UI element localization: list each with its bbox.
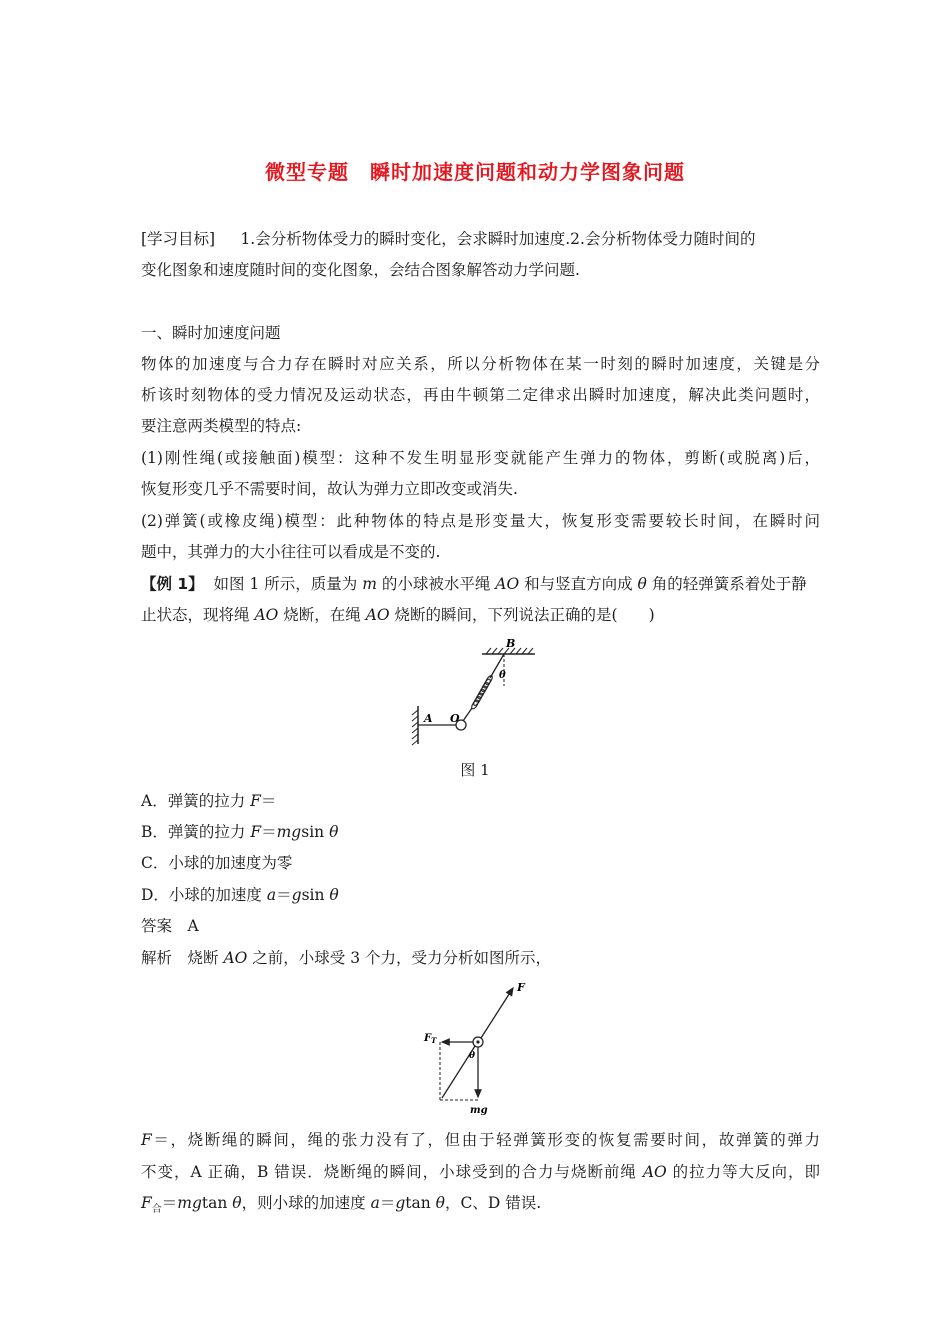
text: sin [301, 886, 330, 904]
figure-1-spring-diagram [400, 634, 550, 754]
option-b [141, 822, 338, 842]
paragraph-line: 题中，其弹力的大小往往可以看成是不变的. [141, 543, 441, 561]
var-mg: mg [177, 1194, 202, 1212]
figure-2-force-diagram [415, 978, 545, 1118]
analysis-label: 解析 [141, 949, 173, 967]
figure-1-caption: 图 1 [460, 761, 490, 779]
text: 和与竖直方向成 [519, 575, 638, 593]
label-b: B [506, 637, 516, 650]
text: 角的轻弹簧系着处于静 [646, 575, 807, 593]
option-a [141, 791, 276, 811]
label-o: O [450, 712, 460, 725]
text: ＝ [261, 823, 277, 841]
text: D．小球的加速度 [141, 886, 267, 904]
example-question-line-2 [141, 605, 655, 625]
label-f: F [517, 981, 525, 994]
ball-center [476, 1040, 479, 1043]
text: 之前，小球受 3 个力，受力分析如图所示， [247, 949, 552, 967]
var-theta: θ [435, 1194, 446, 1212]
var-ao: AO [254, 606, 279, 624]
paragraph-line: 恢复形变几乎不需要时间，故认为弹力立即改变或消失. [141, 480, 518, 498]
text: 止状态，现将绳 [141, 606, 255, 624]
option-c: C．小球的加速度为零 [141, 854, 293, 872]
text: tan [201, 1194, 233, 1212]
section-heading: 一、瞬时加速度问题 [141, 324, 281, 342]
learning-goals-line-1: [学习目标] 1.会分析物体受力的瞬时变化，会求瞬时加速度.2.会分析物体受力随时间的 [141, 230, 756, 248]
label-theta: θ [499, 670, 506, 681]
text: ＝ [379, 1194, 396, 1212]
var-f: F [141, 1194, 152, 1212]
text: 烧断，在绳 [278, 606, 366, 624]
example-tag: 【例 1】 [141, 575, 204, 593]
var-ao: AO [365, 606, 390, 624]
var-g: g [395, 1194, 406, 1212]
answer-line [141, 916, 199, 936]
answer-label: 答案 [141, 917, 173, 935]
text: ，则小球的加速度 [241, 1194, 371, 1212]
option-d [141, 885, 339, 905]
spring-coils [470, 675, 493, 710]
explanation-line-3 [141, 1193, 541, 1220]
var-theta: θ [637, 575, 647, 593]
label-ft-sub: T [431, 1036, 437, 1045]
text: tan [405, 1194, 436, 1212]
text: 的小球被水平绳 [376, 575, 496, 593]
var-f: F [141, 1131, 152, 1149]
paragraph-line: 析该时刻物体的受力情况及运动状态，再由牛顿第二定律求出瞬时加速度，解决此类问题时， [141, 386, 820, 404]
learning-goals-line-2: 变化图象和速度随时间的变化图象，会结合图象解答动力学问题. [141, 261, 580, 279]
var-a: a [266, 886, 277, 904]
example-question-line-1 [141, 574, 807, 594]
explanation-line-1 [141, 1130, 820, 1150]
wall-hatch [412, 710, 418, 745]
text: sin [301, 823, 330, 841]
text: 不变，A 正确，B 错误．烧断绳的瞬间，小球受到的合力与烧断前绳 [141, 1163, 643, 1181]
var-ao: AO [223, 949, 248, 967]
label-a: A [424, 712, 433, 725]
var-ao: AO [642, 1163, 667, 1181]
var-theta: θ [232, 1194, 242, 1212]
text: B．弹簧的拉力 [141, 823, 251, 841]
text: 如图 1 所示，质量为 [203, 575, 363, 593]
label-ft [423, 1033, 437, 1045]
paragraph-line: 物体的加速度与合力存在瞬时对应关系，所以分析物体在某一时刻的瞬时加速度，关键是分 [141, 355, 820, 373]
text: 烧断 [187, 949, 224, 967]
text: 烧断的瞬间，下列说法正确的是( ) [389, 606, 655, 624]
page-title: 微型专题 瞬时加速度问题和动力学图象问题 [265, 160, 685, 184]
explanation-line-2 [141, 1162, 820, 1182]
paragraph-line: (1)刚性绳(或接触面)模型：这种不发生明显形变就能产生弹力的物体，剪断(或脱离)后， [141, 449, 820, 467]
paragraph-line: (2)弹簧(或橡皮绳)模型：此种物体的特点是形变量大，恢复形变需要较长时间，在瞬时问 [141, 512, 820, 530]
text: ，C、D 错误. [445, 1194, 542, 1212]
var-theta: θ [329, 886, 339, 904]
text: 的拉力等大反向，即 [666, 1163, 820, 1181]
var-a: a [370, 1194, 380, 1212]
var-m: m [362, 575, 377, 593]
label-mg: mg [470, 1105, 488, 1116]
text: A．弹簧的拉力 [141, 792, 251, 810]
subscript-he: 合 [151, 1204, 162, 1216]
label-ft-main: F [424, 1033, 432, 1044]
spring-force-arrow [481, 988, 513, 1038]
text: ＝，烧断绳的瞬间，绳的张力没有了，但由于轻弹簧形变的恢复需要时间，故弹簧的弹力 [151, 1131, 820, 1149]
spring-bottom [463, 708, 472, 721]
answer-value: A [187, 917, 199, 935]
var-g: g [291, 886, 302, 904]
paragraph-line: 要注意两类模型的特点: [141, 417, 302, 435]
analysis-line-1 [141, 948, 551, 968]
var-f: F [250, 823, 262, 841]
var-mg: mg [276, 823, 302, 841]
var-ao: AO [495, 575, 520, 593]
text: ＝ [276, 886, 292, 904]
text: ＝ [161, 1194, 178, 1212]
var-f: F [250, 792, 261, 810]
var-theta: θ [329, 823, 339, 841]
text: ＝ [260, 792, 277, 810]
label-theta: θ [469, 1051, 476, 1061]
